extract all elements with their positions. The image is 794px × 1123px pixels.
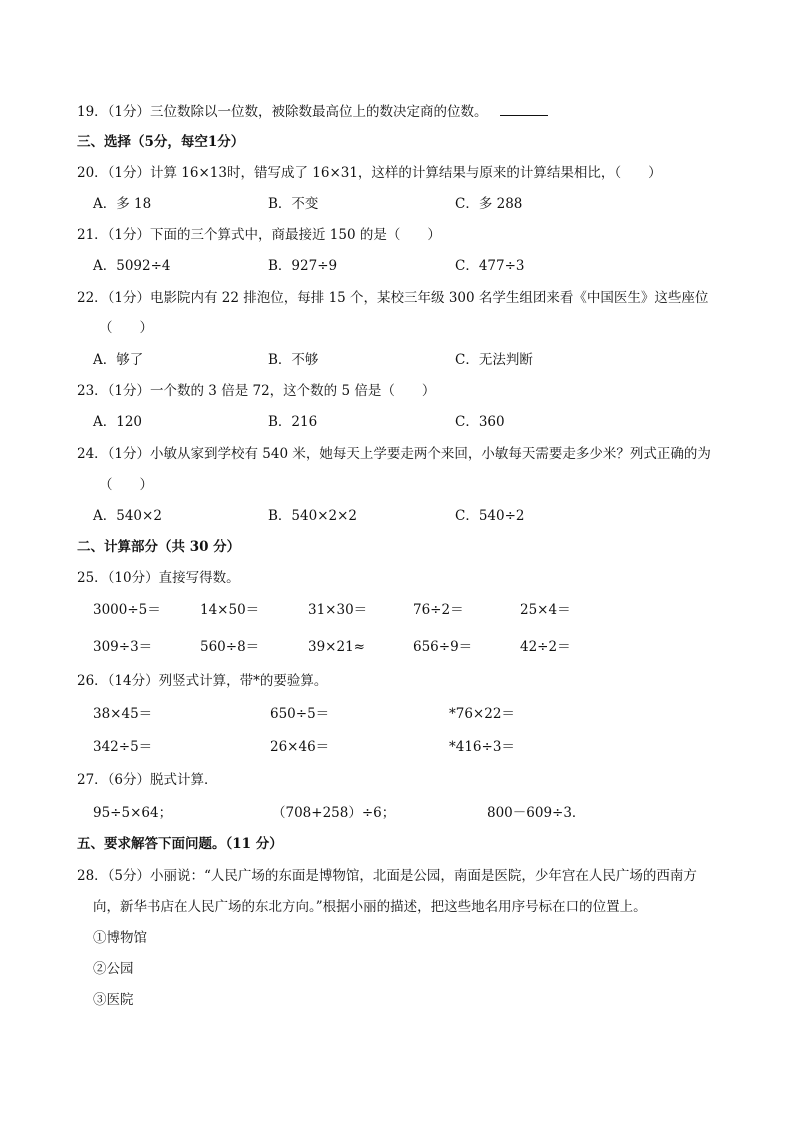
q28-place-park: ②公园 <box>93 961 134 977</box>
question-22-paren: （ ） <box>99 320 153 336</box>
question-22-text: 22．（1分）电影院内有 22 排泡位，每排 15 个，某校三年级 300 名学生组团来看《中国医生》这些座位 <box>77 290 709 306</box>
question-21-option-b[interactable]: B．927÷9 <box>268 258 338 274</box>
question-22-option-c[interactable]: C．无法判断 <box>455 352 533 368</box>
q28-place-museum: ①博物馆 <box>93 930 147 946</box>
question-22-option-a[interactable]: A．够了 <box>93 352 144 368</box>
q25-expression: 39×21≈ <box>308 639 365 655</box>
q25-expression: 309÷3＝ <box>93 639 153 655</box>
question-20-option-a[interactable]: A．多 18 <box>93 196 152 212</box>
q25-expression: 76÷2＝ <box>413 602 464 618</box>
question-28-text-cont: 向，新华书店在人民广场的东北方向。”根据小丽的描述，把这些地名用序号标在口的位置上。 <box>93 899 647 915</box>
question-19-text: 19．（1分）三位数除以一位数，被除数最高位上的数决定商的位数。 <box>77 104 488 120</box>
q27-expression: 800－609÷3． <box>487 805 586 821</box>
q26-expression: 650÷5＝ <box>270 706 330 722</box>
q25-expression: 14×50＝ <box>200 602 260 618</box>
question-20-text: 20．（1分）计算 16×13时，错写成了 16×31，这样的计算结果与原来的计算结果相比，（ ） <box>77 165 662 181</box>
question-26-text: 26．（14分）列竖式计算，带*的要验算。 <box>77 673 328 689</box>
answer-blank[interactable] <box>500 101 548 116</box>
section-2-title: 二、计算部分（共 30 分） <box>77 539 241 555</box>
question-21-text: 21．（1分）下面的三个算式中，商最接近 150 的是（ ） <box>77 227 441 243</box>
q26-expression: *416÷3＝ <box>449 739 515 755</box>
q26-expression: 342÷5＝ <box>93 739 153 755</box>
question-20-option-b[interactable]: B．不变 <box>268 196 319 212</box>
q27-expression: 95÷5×64； <box>93 805 173 821</box>
question-19 <box>77 101 548 122</box>
question-21-option-a[interactable]: A．5092÷4 <box>93 258 171 274</box>
question-23-text: 23．（1分）一个数的 3 倍是 72，这个数的 5 倍是（ ） <box>77 383 436 399</box>
question-23-option-c[interactable]: C．360 <box>455 414 505 430</box>
section-3-title: 三、选择（5分，每空1分） <box>77 134 245 150</box>
q25-expression: 656÷9＝ <box>413 639 473 655</box>
question-28-text: 28．（5分）小丽说：“人民广场的东面是博物馆，北面是公园，南面是医院，少年宫在人民广场的西南方 <box>77 868 697 884</box>
q25-expression: 3000÷5＝ <box>93 602 161 618</box>
q25-expression: 42÷2＝ <box>520 639 571 655</box>
q27-expression: （708+258）÷6； <box>272 805 396 821</box>
question-24-option-c[interactable]: C．540÷2 <box>455 508 525 524</box>
section-5-title: 五、要求解答下面问题。（11 分） <box>77 836 283 852</box>
q25-expression: 560÷8＝ <box>200 639 260 655</box>
q25-expression: 31×30＝ <box>308 602 368 618</box>
question-23-option-a[interactable]: A．120 <box>93 414 143 430</box>
q26-expression: 26×46＝ <box>270 739 330 755</box>
q26-expression: *76×22＝ <box>449 706 515 722</box>
question-20-option-c[interactable]: C．多 288 <box>455 196 523 212</box>
q28-place-hospital: ③医院 <box>93 992 134 1008</box>
question-21-option-c[interactable]: C．477÷3 <box>455 258 525 274</box>
question-24-option-a[interactable]: A．540×2 <box>93 508 162 524</box>
q25-expression: 25×4＝ <box>520 602 571 618</box>
question-24-text: 24．（1分）小敏从家到学校有 540 米，她每天上学要走两个来回，小敏每天需要走多少米？列式正确的为 <box>77 446 711 462</box>
question-24-paren: （ ） <box>99 477 153 493</box>
question-27-text: 27．（6分）脱式计算． <box>77 772 218 788</box>
question-24-option-b[interactable]: B．540×2×2 <box>268 508 357 524</box>
question-25-text: 25．（10分）直接写得数。 <box>77 570 240 586</box>
q26-expression: 38×45＝ <box>93 706 153 722</box>
question-22-option-b[interactable]: B．不够 <box>268 352 319 368</box>
question-23-option-b[interactable]: B．216 <box>268 414 318 430</box>
